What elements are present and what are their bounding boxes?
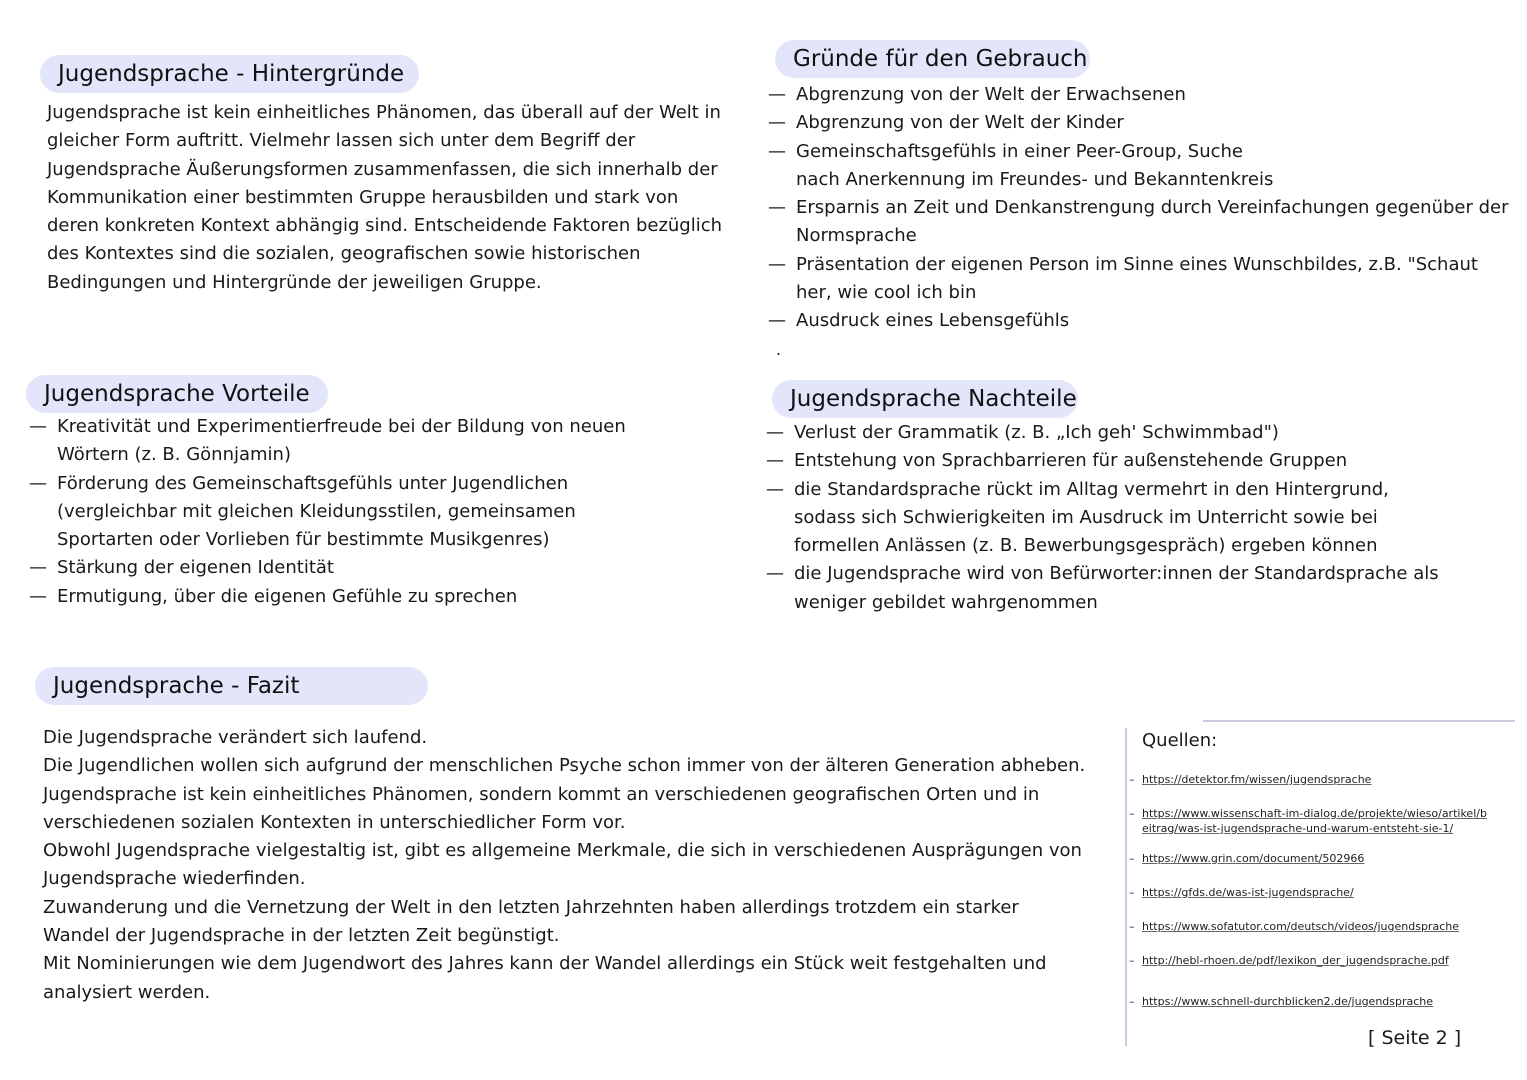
sources-divider-vertical <box>1125 728 1127 1046</box>
source-link[interactable]: – https://www.grin.com/document/502966 <box>1129 851 1519 866</box>
list-item: — Abgrenzung von der Welt der Kinder <box>772 109 1512 137</box>
list-item: — Entstehung von Sprachbarrieren für außenstehende Gruppen <box>770 447 1460 475</box>
heading-nachteile: Jugendsprache Nachteile <box>772 380 1078 418</box>
fazit-paragraph: Mit Nominierungen wie dem Jugendwort des Jahres kann der Wandel allerdings ein Stück weit festgehalten und analysiert werden. <box>43 953 1047 1003</box>
list-item: — Abgrenzung von der Welt der Erwachsenen <box>772 81 1512 109</box>
stray-dot: . <box>776 340 782 359</box>
fazit-paragraph: Die Jugendlichen wollen sich aufgrund der menschlichen Psyche schon immer von der älteren Generation abheben. <box>43 755 1086 777</box>
list-item: — Ausdruck eines Lebensgefühls <box>772 307 1512 335</box>
list-item: — Kreativität und Experimentierfreude bei der Bildung von neuen Wörtern (z. B. Gönnjamin) <box>33 413 633 470</box>
fazit-paragraph: Jugendsprache ist kein einheitliches Phänomen, sondern kommt an verschiedenen geografischen Orten und in verschiedenen sozialen Kontexten in unterschiedlicher Form vor. <box>43 783 1040 833</box>
source-link[interactable]: – http://hebl-rhoen.de/pdf/lexikon_der_jugendsprache.pdf <box>1129 953 1519 968</box>
list-item: — Förderung des Gemeinschaftsgefühls unter Jugendlichen (vergleichbar mit gleichen Kleidungsstilen, gemeinsamen Sportarten oder Vorlieben für bestimmte Musikgenres) <box>33 470 577 555</box>
hintergruende-paragraph: Jugendsprache ist kein einheitliches Phänomen, das überall auf der Welt in gleicher Form auftritt. Vielmehr lassen sich unter dem Begriff der Jugendsprache Äußerungsformen zusammenfassen, die sich innerhalb der Kommunikation einer bestimmten Gruppe herausbilden und stark von deren konkreten Kontext abhängig sind. Entscheidende Faktoren bezüglich des Kontextes sind die sozialen, geografischen sowie historischen Bedingungen und Hintergründe der jeweiligen Gruppe. <box>47 102 723 293</box>
list-item: — die Standardsprache rückt im Alltag vermehrt in den Hintergrund, sodass sich Schwierigkeiten im Ausdruck im Unterricht sowie bei formellen Anlässen (z. B. Bewerbungsgespräch) ergeben können <box>770 476 1454 561</box>
source-link[interactable]: – https://gfds.de/was-ist-jugendsprache/ <box>1129 885 1519 900</box>
list-item: — die Jugendsprache wird von Befürworter:innen der Standardsprache als weniger gebildet wahrgenommen <box>770 560 1454 617</box>
list-item: — Gemeinschaftsgefühls in einer Peer-Group, Suche nach Anerkennung im Freundes- und Bekanntenkreis <box>772 138 1276 195</box>
heading-fazit: Jugendsprache - Fazit <box>35 667 428 705</box>
fazit-text <box>43 724 1093 1007</box>
fazit-paragraph: Die Jugendsprache verändert sich laufend. <box>43 727 428 748</box>
page-number: [ Seite 2 ] <box>1368 1027 1462 1049</box>
heading-vorteile: Jugendsprache Vorteile <box>26 375 328 413</box>
fazit-paragraph: Zuwanderung und die Vernetzung der Welt in den letzten Jahrzehnten haben allerdings trotzdem ein starker Wandel der Jugendsprache in der letzten Zeit begünstigt. <box>43 896 1019 947</box>
heading-hintergruende: Jugendsprache - Hintergründe <box>40 55 419 93</box>
nachteile-list <box>770 419 1460 617</box>
gruende-list <box>772 81 1512 336</box>
list-item: — Stärkung der eigenen Identität <box>33 554 633 582</box>
source-link[interactable]: – https://www.sofatutor.com/deutsch/videos/jugendsprache <box>1129 919 1519 934</box>
list-item: — Ermutigung, über die eigenen Gefühle zu sprechen <box>33 583 633 611</box>
sources-divider-horizontal <box>1203 720 1515 722</box>
sources-title: Quellen: <box>1142 730 1218 751</box>
vorteile-list <box>33 413 633 611</box>
list-item: — Verlust der Grammatik (z. B. „Ich geh' Schwimmbad") <box>770 419 1460 447</box>
list-item: — Ersparnis an Zeit und Denkanstrengung durch Vereinfachungen gegenüber der Normsprache <box>772 194 1512 251</box>
sources-list <box>1129 772 1519 1028</box>
sources-panel <box>1125 720 1520 1046</box>
list-item: — Präsentation der eigenen Person im Sinne eines Wunschbildes, z.B. "Schaut her, wie cool ich bin <box>772 251 1512 308</box>
hintergruende-text <box>47 99 727 297</box>
heading-gruende: Gründe für den Gebrauch <box>775 40 1090 78</box>
source-link[interactable]: – https://www.wissenschaft-im-dialog.de/projekte/wieso/artikel/beitrag/was-ist-jugendsprache-und-warum-entsteht-sie-1/ <box>1129 806 1487 836</box>
source-link[interactable]: – https://detektor.fm/wissen/jugendsprache <box>1129 772 1519 787</box>
source-link[interactable]: – https://www.schnell-durchblicken2.de/jugendsprache <box>1129 994 1519 1009</box>
fazit-paragraph: Obwohl Jugendsprache vielgestaltig ist, gibt es allgemeine Merkmale, die sich in verschiedenen Ausprägungen von Jugendsprache wiederfinden. <box>43 840 1082 890</box>
